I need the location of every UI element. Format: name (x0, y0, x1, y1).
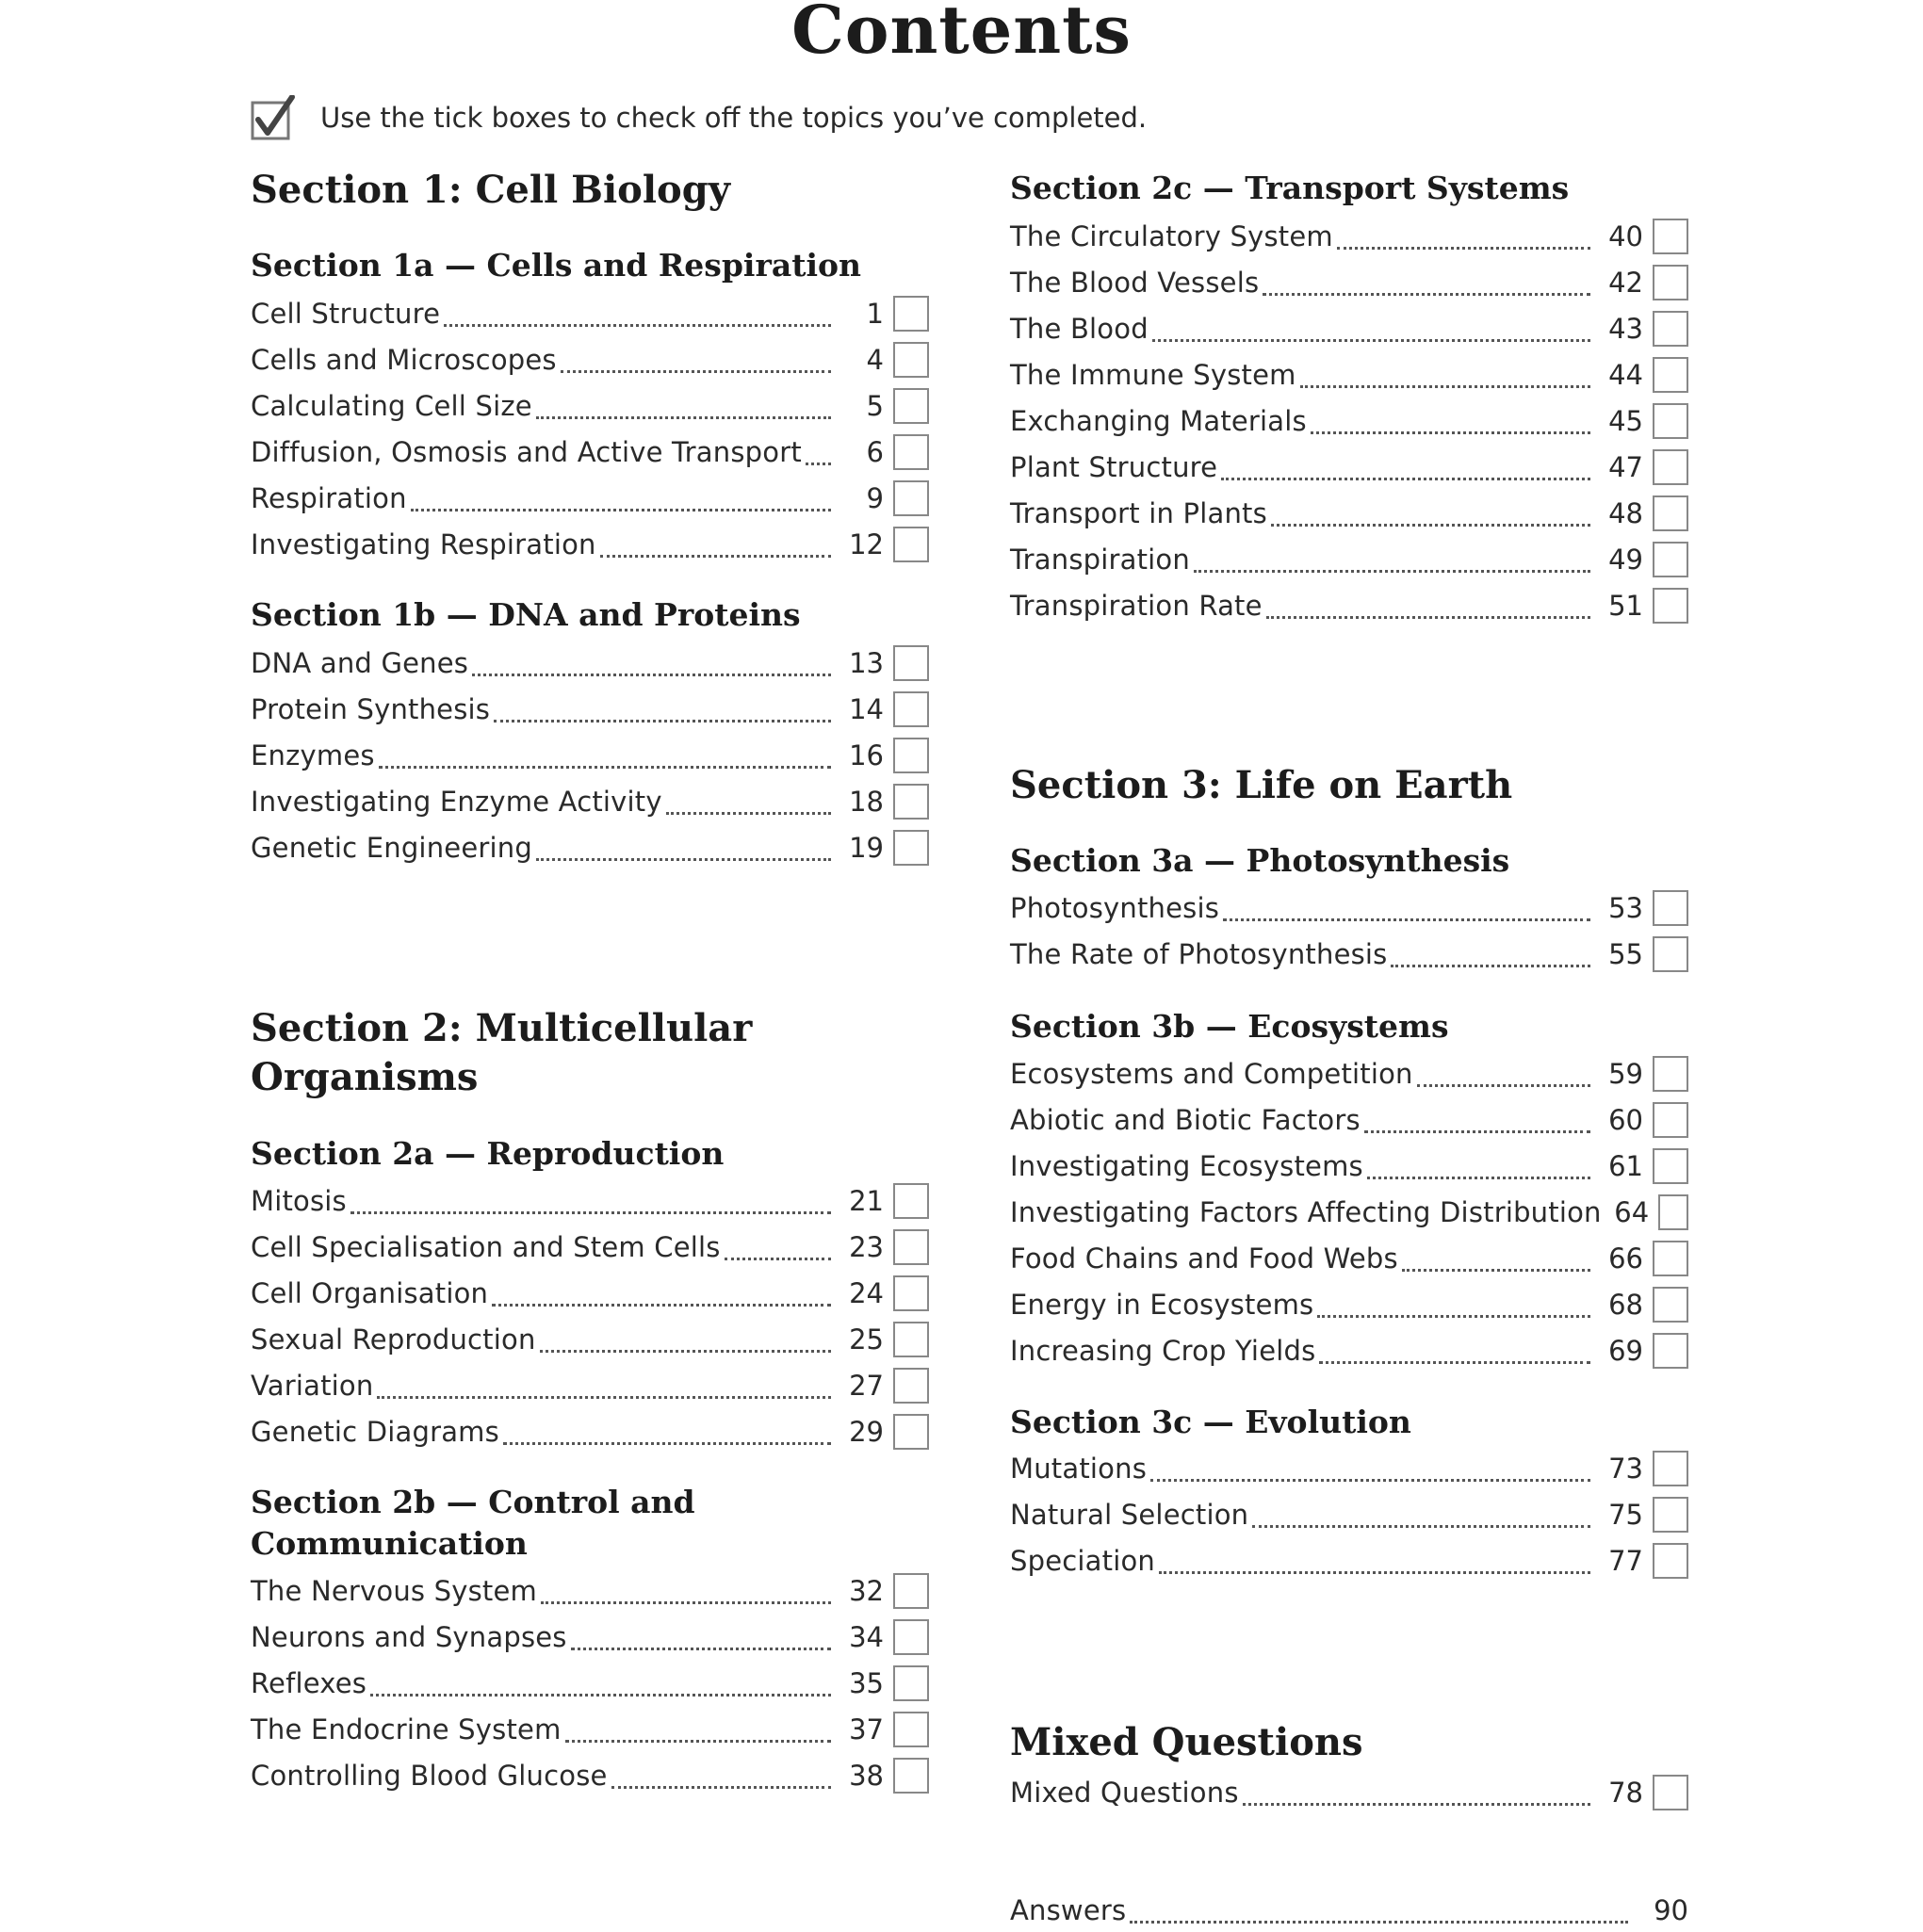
entry-page-number: 18 (849, 786, 884, 818)
entry-title: Food Chains and Food Webs (1010, 1242, 1398, 1274)
entry-page-number: 45 (1608, 405, 1643, 437)
entry-title: Protein Synthesis (251, 693, 491, 725)
dot-leader (370, 1694, 831, 1697)
tick-box-checkbox[interactable] (893, 1712, 929, 1747)
entry-title: Neurons and Synapses (251, 1621, 567, 1653)
entry-page-number: 64 (1614, 1196, 1650, 1228)
entry-page-number: 42 (1608, 267, 1643, 299)
contents-entry (251, 826, 929, 869)
contents-entry (1010, 353, 1688, 397)
contents-entry (1010, 1145, 1688, 1188)
entry-title: Transpiration (1010, 544, 1190, 576)
entry-title: Transpiration Rate (1010, 590, 1263, 622)
tick-box-checkbox[interactable] (893, 1229, 929, 1265)
dot-leader (1317, 1315, 1590, 1318)
contents-entry (251, 1569, 929, 1613)
entry-title: Energy in Ecosystems (1010, 1289, 1314, 1321)
dot-leader (541, 1601, 831, 1604)
tick-box-checkbox[interactable] (1653, 1148, 1688, 1184)
tick-box-checkbox[interactable] (893, 645, 929, 681)
contents-entry (1010, 399, 1688, 443)
contents-entry (1010, 933, 1688, 976)
dot-leader (536, 416, 831, 419)
tick-box-checkbox[interactable] (1653, 1056, 1688, 1092)
contents-entry (251, 734, 929, 777)
contents-entry (1010, 1237, 1688, 1280)
section-2b-heading-line1: Section 2b — Control and (251, 1484, 695, 1520)
contents-entry (251, 1708, 929, 1751)
contents-entry (1010, 261, 1688, 304)
section-3-heading: Section 3: Life on Earth (1010, 763, 1513, 807)
dot-leader (611, 1786, 831, 1789)
entry-page-number: 48 (1608, 497, 1643, 529)
entry-page-number: 61 (1608, 1150, 1643, 1182)
dot-leader (444, 324, 831, 327)
tick-box-checkbox[interactable] (1658, 1194, 1688, 1230)
entry-title: The Endocrine System (251, 1713, 562, 1745)
tick-box-checkbox[interactable] (1653, 542, 1688, 577)
entry-page-number: 77 (1608, 1545, 1643, 1577)
dot-leader (1266, 616, 1590, 619)
contents-entry (251, 523, 929, 566)
entry-page-number: 59 (1608, 1058, 1643, 1090)
entry-title: The Circulatory System (1010, 220, 1333, 252)
entry-title: Genetic Engineering (251, 832, 532, 864)
entry-title: Investigating Factors Affecting Distribution (1010, 1196, 1602, 1228)
dot-leader (1223, 918, 1590, 921)
entry-title: Plant Structure (1010, 451, 1218, 483)
dot-leader (561, 370, 831, 373)
dot-leader (1311, 431, 1590, 434)
contents-entry (251, 292, 929, 335)
tick-box-checkbox[interactable] (1653, 495, 1688, 531)
entry-page-number: 5 (866, 390, 884, 422)
entry-page-number: 69 (1608, 1335, 1643, 1367)
tick-box-checkbox[interactable] (893, 1275, 929, 1311)
tick-box-checkbox[interactable] (1653, 1333, 1688, 1369)
contents-entry (251, 477, 929, 520)
tick-box-checkbox[interactable] (893, 1573, 929, 1609)
entry-page-number: 37 (849, 1713, 884, 1745)
entry-page-number: 66 (1608, 1242, 1643, 1274)
dot-leader (725, 1258, 831, 1260)
section-2b-heading-line2: Communication (251, 1525, 528, 1562)
dot-leader (806, 463, 831, 465)
entry-page-number: 75 (1608, 1499, 1643, 1531)
tick-box-checkbox[interactable] (893, 480, 929, 516)
contents-entry (251, 1318, 929, 1361)
entry-title: Reflexes (251, 1667, 367, 1699)
entry-title: Genetic Diagrams (251, 1416, 499, 1448)
tick-box-checkbox[interactable] (893, 388, 929, 424)
dot-leader (1402, 1269, 1590, 1272)
entry-title: Mutations (1010, 1453, 1148, 1485)
entry-title: Respiration (251, 482, 407, 514)
entry-page-number: 38 (849, 1760, 884, 1792)
intro-text: Use the tick boxes to check off the topics you’ve completed. (320, 102, 1148, 134)
answers-label: Answers (1010, 1894, 1127, 1926)
tick-box-checkbox[interactable] (893, 691, 929, 727)
entry-page-number: 78 (1608, 1777, 1643, 1809)
tick-box-checkbox[interactable] (893, 1758, 929, 1794)
entry-title: Cell Organisation (251, 1277, 489, 1309)
contents-entry (251, 1662, 929, 1705)
contents-entry (1010, 446, 1688, 489)
dot-leader (536, 858, 831, 861)
section-2-heading-line1: Section 2: Multicellular (251, 1006, 753, 1050)
dot-leader (503, 1442, 831, 1445)
dot-leader (379, 766, 831, 769)
section-3a-heading: Section 3a — Photosynthesis (1010, 842, 1510, 879)
answers-entry[interactable] (1010, 1889, 1688, 1932)
tick-box-checkbox[interactable] (1653, 219, 1688, 254)
entry-title: DNA and Genes (251, 647, 469, 679)
entry-title: Mixed Questions (1010, 1777, 1239, 1809)
entry-page-number: 25 (849, 1323, 884, 1356)
entry-title: Investigating Ecosystems (1010, 1150, 1363, 1182)
contents-entry (251, 688, 929, 731)
tick-box-checkbox[interactable] (1653, 1241, 1688, 1276)
dot-leader (666, 812, 831, 815)
contents-entry (251, 1272, 929, 1315)
entry-title: The Blood (1010, 313, 1149, 345)
entry-page-number: 35 (849, 1667, 884, 1699)
contents-entry (1010, 886, 1688, 930)
tick-box-checkbox[interactable] (1653, 403, 1688, 439)
entry-title: Natural Selection (1010, 1499, 1249, 1531)
entry-title: Investigating Respiration (251, 528, 596, 560)
dot-leader (411, 509, 831, 511)
entry-title: Abiotic and Biotic Factors (1010, 1104, 1361, 1136)
dot-leader (1391, 965, 1590, 967)
contents-entry (251, 1226, 929, 1269)
entry-page-number: 6 (866, 436, 884, 468)
entry-title: Calculating Cell Size (251, 390, 532, 422)
entry-page-number: 55 (1608, 938, 1643, 970)
entry-page-number: 23 (849, 1231, 884, 1263)
tick-box-checkbox[interactable] (893, 342, 929, 378)
entry-title: Exchanging Materials (1010, 405, 1307, 437)
tick-box-checkbox[interactable] (1653, 1775, 1688, 1810)
tick-box-checkbox[interactable] (893, 434, 929, 470)
dot-leader (571, 1648, 831, 1650)
dot-leader (1152, 339, 1590, 342)
entry-page-number: 40 (1608, 220, 1643, 252)
tick-box-checkbox[interactable] (893, 1619, 929, 1655)
entry-page-number: 19 (849, 832, 884, 864)
entry-page-number: 44 (1608, 359, 1643, 391)
contents-entry (1010, 538, 1688, 581)
entry-title: Cell Structure (251, 298, 441, 330)
tick-box-checkbox[interactable] (1653, 588, 1688, 624)
tick-box-checkbox[interactable] (893, 1183, 929, 1219)
contents-entry (251, 338, 929, 382)
entry-page-number: 49 (1608, 544, 1643, 576)
section-2-heading-line2: Organisms (251, 1055, 479, 1099)
contents-entry (1010, 1329, 1688, 1372)
tick-box-checkbox[interactable] (1653, 1451, 1688, 1486)
contents-entry (251, 430, 929, 474)
entry-title: Sexual Reproduction (251, 1323, 536, 1356)
tick-box-checkbox[interactable] (893, 296, 929, 332)
dot-leader (1300, 385, 1590, 388)
dot-leader (1364, 1130, 1590, 1133)
section-1-heading: Section 1: Cell Biology (251, 168, 730, 212)
checkmark-box-icon (251, 95, 296, 140)
dot-leader (494, 720, 831, 722)
entry-title: Speciation (1010, 1545, 1155, 1577)
entry-title: Cell Specialisation and Stem Cells (251, 1231, 721, 1263)
entry-page-number: 1 (866, 298, 884, 330)
answers-page-number: 90 (1654, 1894, 1688, 1926)
tick-box-checkbox[interactable] (1653, 890, 1688, 926)
dot-leader (1263, 293, 1590, 296)
tick-box-checkbox[interactable] (1653, 1287, 1688, 1323)
entry-title: The Nervous System (251, 1575, 537, 1607)
entry-title: The Rate of Photosynthesis (1010, 938, 1388, 970)
tick-box-checkbox[interactable] (893, 1414, 929, 1450)
tick-box-checkbox[interactable] (1653, 449, 1688, 485)
contents-entry (1010, 1098, 1688, 1142)
dot-leader (1337, 247, 1590, 250)
entry-title: Photosynthesis (1010, 892, 1220, 924)
contents-entry (1010, 307, 1688, 350)
dot-leader (1221, 478, 1590, 480)
tick-box-checkbox[interactable] (893, 1322, 929, 1357)
entry-page-number: 29 (849, 1416, 884, 1448)
entry-title: Controlling Blood Glucose (251, 1760, 608, 1792)
contents-entry (1010, 584, 1688, 627)
tick-box-checkbox[interactable] (1653, 265, 1688, 300)
dot-leader (600, 555, 831, 558)
contents-entry (251, 1364, 929, 1407)
entry-page-number: 24 (849, 1277, 884, 1309)
dot-leader (1417, 1084, 1590, 1087)
tick-box-checkbox[interactable] (893, 830, 929, 866)
contents-entry (1010, 1191, 1688, 1234)
dot-leader (1319, 1361, 1590, 1364)
section-1a-heading: Section 1a — Cells and Respiration (251, 247, 862, 284)
entry-page-number: 14 (849, 693, 884, 725)
entry-page-number: 27 (849, 1370, 884, 1402)
contents-entry (1010, 1771, 1688, 1814)
entry-page-number: 9 (866, 482, 884, 514)
dot-leader (1271, 524, 1590, 527)
entry-title: Diffusion, Osmosis and Active Transport (251, 436, 802, 468)
mixed-questions-heading: Mixed Questions (1010, 1720, 1363, 1764)
intro-instructions (251, 94, 1147, 141)
entry-page-number: 21 (849, 1185, 884, 1217)
dot-leader (1150, 1479, 1590, 1482)
dot-leader (1252, 1525, 1590, 1528)
entry-page-number: 32 (849, 1575, 884, 1607)
entry-title: Transport in Plants (1010, 497, 1267, 529)
entry-page-number: 16 (849, 739, 884, 771)
contents-entry (1010, 1447, 1688, 1490)
entry-page-number: 53 (1608, 892, 1643, 924)
contents-entry (251, 1179, 929, 1223)
entry-page-number: 60 (1608, 1104, 1643, 1136)
section-3b-heading: Section 3b — Ecosystems (1010, 1008, 1449, 1045)
dot-leader (1367, 1177, 1590, 1179)
contents-entry (1010, 1539, 1688, 1583)
tick-box-checkbox[interactable] (1653, 1497, 1688, 1533)
dot-leader (540, 1350, 831, 1353)
contents-entry (251, 641, 929, 685)
entry-page-number: 34 (849, 1621, 884, 1653)
entry-title: Enzymes (251, 739, 375, 771)
entry-page-number: 43 (1608, 313, 1643, 345)
entry-page-number: 13 (849, 647, 884, 679)
entry-page-number: 4 (866, 344, 884, 376)
section-3c-heading: Section 3c — Evolution (1010, 1404, 1411, 1440)
dot-leader (565, 1740, 831, 1743)
dot-leader (350, 1211, 831, 1214)
dot-leader (1194, 570, 1590, 573)
tick-box-checkbox[interactable] (1653, 936, 1688, 972)
entry-page-number: 73 (1608, 1453, 1643, 1485)
contents-entry (251, 780, 929, 823)
entry-title: Ecosystems and Competition (1010, 1058, 1413, 1090)
contents-entry (1010, 1283, 1688, 1326)
entry-page-number: 68 (1608, 1289, 1643, 1321)
contents-entry (1010, 215, 1688, 258)
tick-box-checkbox[interactable] (893, 738, 929, 773)
contents-entry (251, 1615, 929, 1659)
entry-title: Increasing Crop Yields (1010, 1335, 1316, 1367)
page-title: Contents (791, 0, 1132, 69)
entry-page-number: 12 (849, 528, 884, 560)
entry-title: The Blood Vessels (1010, 267, 1260, 299)
tick-box-checkbox[interactable] (893, 784, 929, 820)
contents-entry (251, 384, 929, 428)
tick-box-checkbox[interactable] (1653, 1102, 1688, 1138)
dot-leader (472, 674, 831, 676)
contents-entry (1010, 1052, 1688, 1096)
contents-entry (251, 1754, 929, 1797)
section-2a-heading: Section 2a — Reproduction (251, 1135, 725, 1172)
entry-title: The Immune System (1010, 359, 1296, 391)
entry-title: Mitosis (251, 1185, 347, 1217)
tick-box-checkbox[interactable] (1653, 311, 1688, 347)
contents-entry (1010, 1493, 1688, 1536)
dot-leader (1130, 1921, 1628, 1924)
tick-box-checkbox[interactable] (893, 1665, 929, 1701)
section-1b-heading: Section 1b — DNA and Proteins (251, 596, 801, 633)
dot-leader (492, 1304, 831, 1307)
entry-title: Variation (251, 1370, 374, 1402)
entry-page-number: 47 (1608, 451, 1643, 483)
tick-box-checkbox[interactable] (1653, 1543, 1688, 1579)
entry-page-number: 51 (1608, 590, 1643, 622)
tick-box-checkbox[interactable] (893, 1368, 929, 1404)
dot-leader (1243, 1803, 1590, 1806)
tick-box-checkbox[interactable] (1653, 357, 1688, 393)
tick-box-checkbox[interactable] (893, 527, 929, 562)
section-2c-heading: Section 2c — Transport Systems (1010, 170, 1570, 206)
entry-title: Cells and Microscopes (251, 344, 557, 376)
contents-entry (1010, 492, 1688, 535)
dot-leader (377, 1396, 831, 1399)
contents-entry (251, 1410, 929, 1453)
dot-leader (1159, 1571, 1590, 1574)
entry-title: Investigating Enzyme Activity (251, 786, 662, 818)
